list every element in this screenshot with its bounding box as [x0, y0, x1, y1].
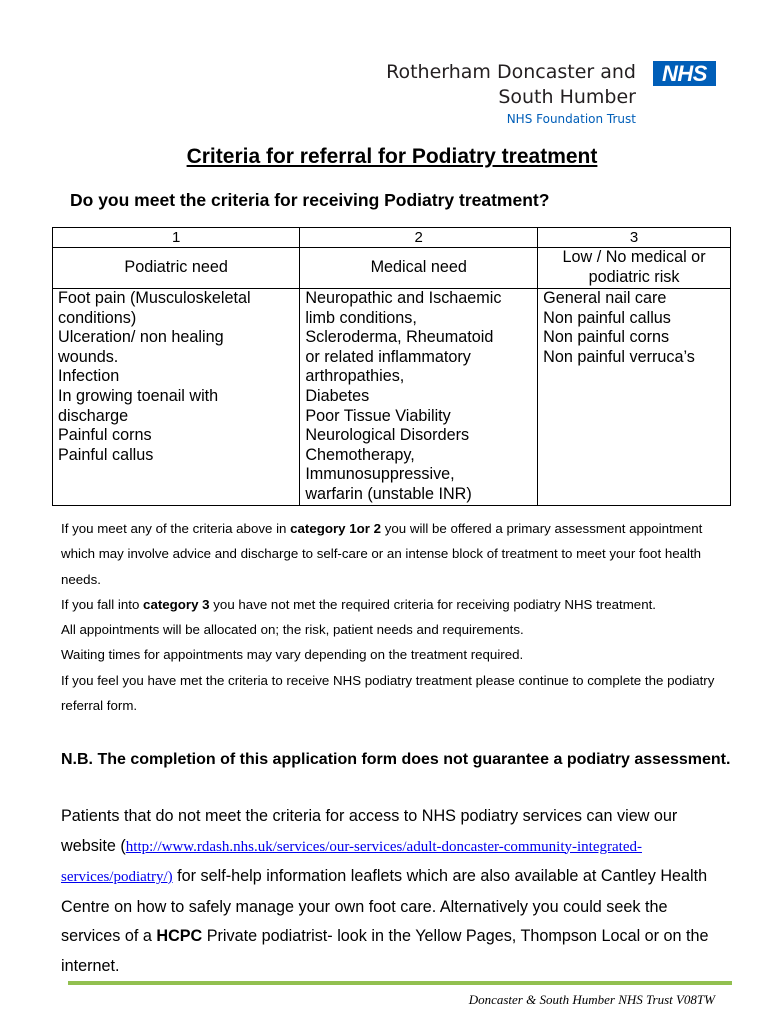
table-cell-line: Infection — [58, 367, 120, 386]
self-help-paragraph: Patients that do not meet the criteria for access to NHS podiatry services can view our website (http://www.rdash.nhs.uk/services/our-services/adult-doncaster-community-integrated-services/podiatry/) for self-help information leaflets which are also available at Cantley Health Centre on how to safely manage your own foot care. Alternatively you could seek the services of a HCPC Private podiatrist- look in the Yellow Pages, Thompson Local or on the internet. — [61, 807, 709, 975]
table-cell-line: Diabetes — [305, 386, 370, 405]
table-cell-line: Non painful verruca’s — [543, 347, 695, 366]
criteria-info — [61, 516, 731, 718]
table-cell-line: arthropathies, — [305, 367, 405, 386]
table-cell-line: Foot pain (Musculoskeletal — [58, 289, 251, 307]
info-category-3: If you fall into category 3 you have not met the required criteria for receiving podiatry NHS treatment. — [61, 596, 656, 612]
table-cell-line: wounds. — [58, 347, 119, 366]
criteria-table — [52, 227, 731, 506]
low-risk-list — [538, 289, 731, 506]
table-cell-line: discharge — [58, 406, 129, 425]
category-number-3: 3 — [538, 228, 731, 248]
table-cell-line: Non painful corns — [543, 328, 670, 347]
nhs-mark: NHS — [653, 61, 716, 86]
table-header-row — [53, 248, 731, 289]
table-cell-line: warfarin (unstable INR) — [305, 484, 472, 503]
table-cell-line: limb conditions, — [305, 308, 417, 327]
table-cell-line: Poor Tissue Viability — [305, 406, 451, 425]
nhs-trust-logo — [376, 58, 716, 130]
header-medical-need: Medical need — [300, 248, 538, 289]
logo-trust-name: NHS Foundation Trust — [506, 112, 636, 126]
table-cell-line: Ulceration/ non healing — [58, 328, 224, 347]
category-number-2: 2 — [300, 228, 538, 248]
podiatric-need-list — [53, 289, 300, 506]
table-cell-line: Scleroderma, Rheumatoid — [305, 328, 494, 347]
table-cell-line: In growing toenail with — [58, 386, 219, 405]
header-low-risk: Low / No medical or podiatric risk — [538, 248, 731, 289]
table-cell-line: Immunosuppressive, — [305, 465, 455, 484]
info-allocation: All appointments will be allocated on; the risk, patient needs and requirements. — [61, 622, 524, 638]
info-waiting-times: Waiting times for appointments may vary depending on the treatment required. — [61, 647, 524, 663]
footer-text: Doncaster & South Humber NHS Trust V08TW — [468, 992, 715, 1007]
table-cell-line: Chemotherapy, — [305, 445, 415, 464]
table-cell-line: Painful callus — [58, 445, 154, 464]
table-cell-line: Neurological Disorders — [305, 426, 470, 445]
logo-org-name: Rotherham Doncaster and South Humber — [386, 61, 636, 108]
table-cell-line: conditions) — [58, 308, 137, 327]
hcpc-text: HCPC — [156, 927, 203, 945]
table-cell-line: Non painful callus — [543, 308, 671, 327]
info-continue: If you feel you have met the criteria to receive NHS podiatry treatment please continue to complete the podiatry referral form. — [61, 672, 715, 714]
table-cell-line: Neuropathic and Ischaemic — [305, 289, 502, 307]
category-number-1: 1 — [53, 228, 300, 248]
podiatry-website-link[interactable]: http://www.rdash.nhs.uk/services/our-services/adult-doncaster-community-integrated-services/podiatry/) — [61, 838, 642, 885]
footer-divider — [68, 981, 732, 985]
table-number-row — [53, 228, 731, 248]
table-body-row — [53, 289, 731, 506]
nb-notice: N.B. The completion of this application form does not guarantee a podiatry assessment. — [61, 751, 731, 768]
criteria-question: Do you meet the criteria for receiving Podiatry treatment? — [70, 190, 550, 210]
header-podiatric-need: Podiatric need — [53, 248, 300, 289]
page-title: Criteria for referral for Podiatry treatment — [186, 145, 598, 168]
table-cell-line: or related inflammatory — [305, 347, 471, 366]
medical-need-list — [300, 289, 538, 506]
table-cell-line: Painful corns — [58, 426, 152, 445]
info-category-1-2: If you meet any of the criteria above in category 1or 2 you will be offered a primary assessment appointment which may involve advice and discharge to self-care or an intense block of treatment to meet your foot health needs. — [61, 521, 703, 587]
table-cell-line: General nail care — [543, 289, 667, 307]
